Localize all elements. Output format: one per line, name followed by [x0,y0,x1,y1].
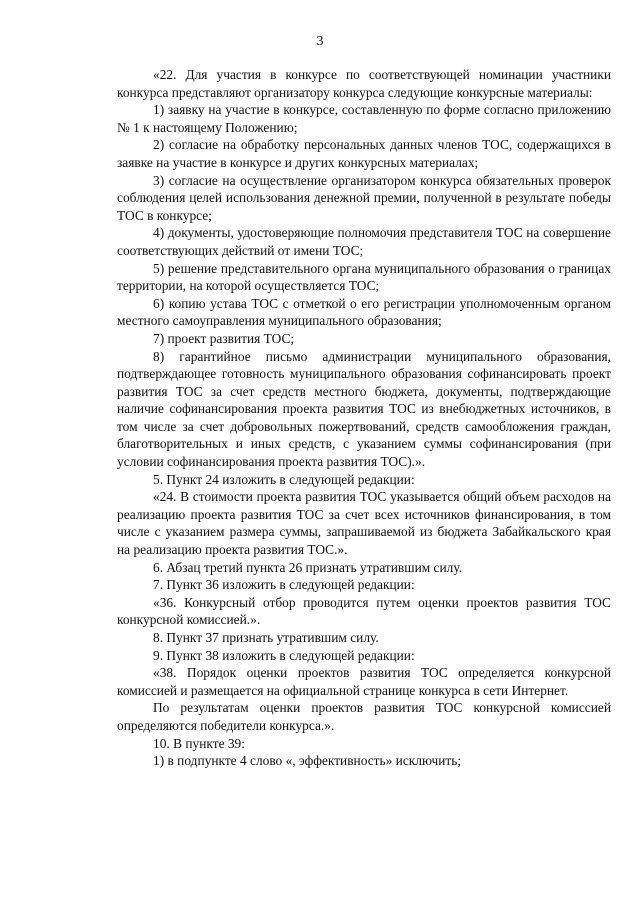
paragraph: 6. Абзац третий пункта 26 признать утратившим силу. [153,559,463,575]
document-body [117,66,611,770]
paragraph: 1) в подпункте 4 слово «, эффективность» исключить; [153,753,462,769]
paragraph: «36. Конкурсный отбор проводится путем оценки проектов развития ТОС конкурсной комиссией.». [117,594,611,628]
paragraph: 8) гарантийное письмо администрации муниципального образования, подтверждающее готовность муниципального образования софинансировать проект развития ТОС за счет средств местного бюджета, документы, подтверждающие наличие софинансирования проекта развития ТОС из внебюджетных источников, в том числе за счет добровольных пожертвований, средств самообложения граждан, благотворительных и иных средств, с указанием суммы софинансирования (при условии софинансирования проекта развития ТОС).». [117,348,611,470]
paragraph: «24. В стоимости проекта развития ТОС указывается общий объем расходов на реализацию проекта развития ТОС за счет всех источников финансирования, в том числе с указанием размера суммы, запрашиваемой из бюджета Забайкальского края на реализацию проекта развития ТОС.». [117,489,611,558]
paragraph: 3) согласие на осуществление организатором конкурса обязательных проверок соблюдения целей использования денежной премии, полученной в результате победы ТОС в конкурсе; [117,172,611,223]
paragraph: 4) документы, удостоверяющие полномочия представителя ТОС на совершение соответствующих действий от имени ТОС; [117,225,611,258]
paragraph: 10. В пункте 39: [153,735,245,751]
paragraph: «22. Для участия в конкурсе по соответствующей номинации участники конкурса представляют организатору конкурса следующие конкурсные материалы: [117,67,611,100]
paragraph: «38. Порядок оценки проектов развития ТОС определяется конкурсной комиссией и размещается на официальной странице конкурса в сети Интернет. [117,665,611,698]
paragraph: 6) копию устава ТОС с отметкой о его регистрации уполномоченным органом местного самоуправления муниципального образования; [117,295,611,329]
paragraph: 8. Пункт 37 признать утратившим силу. [153,630,379,645]
paragraph: 7) проект развития ТОС; [153,330,295,346]
paragraph: 2) согласие на обработку персональных данных членов ТОС, содержащихся в заявке на участие в конкурсе и других конкурсных материалах; [117,137,611,170]
paragraph: 9. Пункт 38 изложить в следующей редакции: [153,647,415,663]
paragraph: 5) решение представительного органа муниципального образования о границах территории, на которой осуществляется ТОС; [117,260,611,294]
page-number: 3 [316,34,324,49]
paragraph: 5. Пункт 24 изложить в следующей редакции: [153,471,415,487]
paragraph: 1) заявку на участие в конкурсе, составленную по форме согласно приложению № 1 к настоящему Положению; [117,102,611,135]
paragraph: 7. Пункт 36 изложить в следующей редакции: [153,577,415,593]
paragraph: По результатам оценки проектов развития ТОС конкурсной комиссией определяются победители конкурса.». [117,700,611,733]
